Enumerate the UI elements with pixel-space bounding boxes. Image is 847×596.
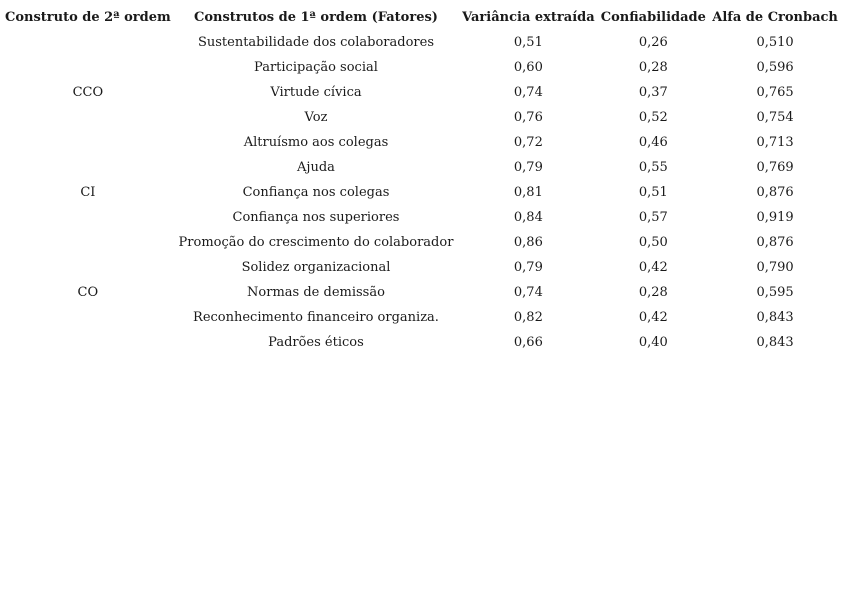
alpha-cell: 0,876 bbox=[756, 235, 794, 250]
variance-cell: 0,81 bbox=[513, 185, 543, 200]
reliability-cell: 0,42 bbox=[638, 310, 668, 325]
variance-cell: 0,74 bbox=[513, 285, 543, 300]
alpha-cell: 0,595 bbox=[756, 285, 794, 300]
factor-cell: Virtude cívica bbox=[270, 85, 362, 100]
reliability-cell: 0,50 bbox=[638, 235, 668, 250]
reliability-cell: 0,28 bbox=[638, 285, 668, 300]
alpha-cell: 0,596 bbox=[756, 60, 794, 75]
variance-cell: 0,60 bbox=[513, 60, 543, 75]
header-cronbach-alpha: Alfa de Cronbach bbox=[712, 9, 838, 25]
factor-cell: Solidez organizacional bbox=[241, 260, 391, 275]
reliability-cell: 0,51 bbox=[638, 185, 668, 200]
reliability-cell: 0,46 bbox=[638, 135, 668, 150]
reliability-cell: 0,57 bbox=[638, 210, 668, 225]
reliability-cell: 0,52 bbox=[638, 110, 668, 125]
reliability-table bbox=[3, 4, 841, 355]
alpha-cell: 0,876 bbox=[756, 185, 794, 200]
factor-cell: Confiança nos colegas bbox=[242, 185, 390, 200]
group-label-cco: CCO bbox=[72, 85, 104, 100]
factor-cell: Confiança nos superiores bbox=[232, 210, 400, 225]
reliability-cell: 0,55 bbox=[638, 160, 668, 175]
group-label-co: CO bbox=[77, 285, 99, 300]
variance-cell: 0,84 bbox=[513, 210, 543, 225]
alpha-cell: 0,843 bbox=[756, 310, 794, 325]
factor-cell: Reconhecimento financeiro organiza. bbox=[193, 310, 439, 325]
variance-cell: 0,82 bbox=[513, 310, 543, 325]
table-row bbox=[3, 30, 841, 55]
variance-cell: 0,51 bbox=[513, 35, 543, 50]
table-row bbox=[3, 230, 841, 255]
alpha-cell: 0,790 bbox=[756, 260, 794, 275]
factor-cell: Ajuda bbox=[297, 160, 335, 175]
reliability-cell: 0,28 bbox=[638, 60, 668, 75]
header-reliability: Confiabilidade bbox=[600, 9, 706, 25]
variance-cell: 0,66 bbox=[513, 335, 543, 350]
header-first-order-constructs: Construtos de 1ª ordem (Fatores) bbox=[194, 9, 438, 25]
group-label-ci: CI bbox=[80, 185, 96, 200]
factor-cell: Altruísmo aos colegas bbox=[243, 135, 389, 150]
header-second-order-construct: Construto de 2ª ordem bbox=[5, 9, 171, 25]
header-row bbox=[3, 4, 841, 30]
factor-cell: Padrões éticos bbox=[268, 335, 364, 350]
alpha-cell: 0,919 bbox=[756, 210, 794, 225]
factor-cell: Voz bbox=[304, 110, 328, 125]
reliability-cell: 0,42 bbox=[638, 260, 668, 275]
variance-cell: 0,86 bbox=[513, 235, 543, 250]
factor-cell: Promoção do crescimento do colaborador bbox=[178, 235, 454, 250]
alpha-cell: 0,769 bbox=[756, 160, 794, 175]
factor-cell: Participação social bbox=[254, 60, 378, 75]
variance-cell: 0,79 bbox=[513, 160, 543, 175]
alpha-cell: 0,510 bbox=[756, 35, 794, 50]
reliability-cell: 0,37 bbox=[638, 85, 668, 100]
variance-cell: 0,76 bbox=[513, 110, 543, 125]
table-row bbox=[3, 155, 841, 180]
variance-cell: 0,74 bbox=[513, 85, 543, 100]
alpha-cell: 0,754 bbox=[756, 110, 794, 125]
factor-cell: Normas de demissão bbox=[247, 285, 385, 300]
factor-cell: Sustentabilidade dos colaboradores bbox=[197, 35, 434, 50]
reliability-cell: 0,26 bbox=[638, 35, 668, 50]
alpha-cell: 0,765 bbox=[756, 85, 794, 100]
reliability-cell: 0,40 bbox=[638, 335, 668, 350]
alpha-cell: 0,713 bbox=[756, 135, 794, 150]
alpha-cell: 0,843 bbox=[756, 335, 794, 350]
variance-cell: 0,79 bbox=[513, 260, 543, 275]
header-extracted-variance: Variância extraída bbox=[462, 9, 595, 25]
variance-cell: 0,72 bbox=[513, 135, 543, 150]
